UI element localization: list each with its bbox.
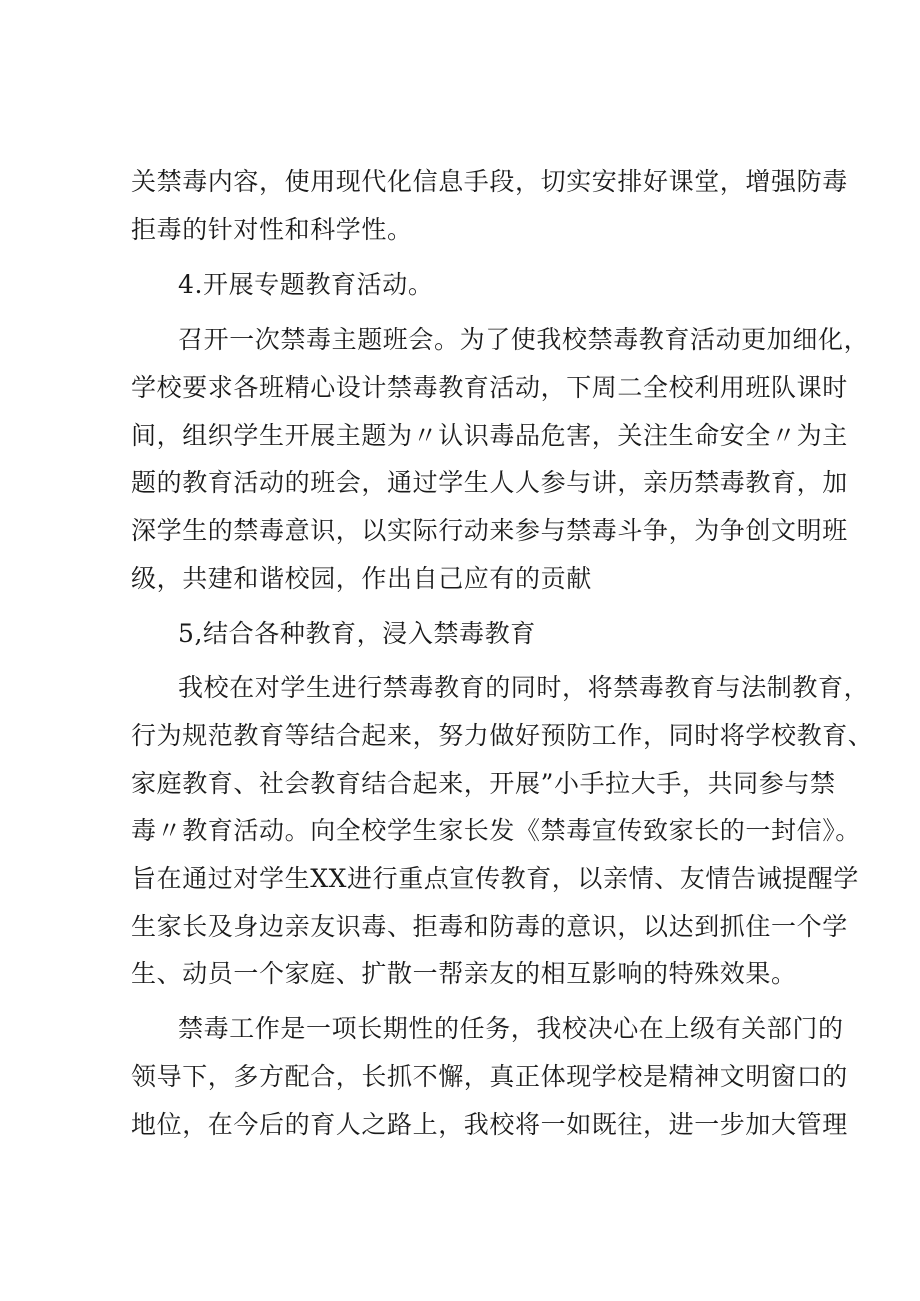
section-heading: 4.开展专题教育活动。 (178, 270, 434, 299)
text-line: 地位，在今后的育人之路上，我校将一如既往，进一步加大管理 (131, 1110, 848, 1139)
text-line: 领导下，多方配合，长抓不懈，真正体现学校是精神文明窗口的 (131, 1062, 848, 1091)
text-line: 毒〃教育活动。向全校学生家长发《禁毒宣传致家长的一封信》。 (131, 816, 861, 845)
text-line: 生、动员一个家庭、扩散一帮亲友的相互影响的特殊效果。 (131, 959, 797, 988)
text-line: 生家长及身边亲友识毒、拒毒和防毒的意识，以达到抓住一个学 (131, 912, 848, 941)
text-line: 旨在通过对学生XX进行重点宣传教育，以亲情、友情告诫提醒学 (131, 864, 859, 893)
text-line: 家庭教育、社会教育结合起来，开展”小手拉大手，共同参与禁 (131, 769, 836, 798)
text-line: 间，组织学生开展主题为〃认识毒品危害，关注生命安全〃为主 (131, 421, 848, 450)
text-line: 召开一次禁毒主题班会。为了使我校禁毒教育活动更加细化， (178, 325, 870, 354)
text-line: 禁毒工作是一项长期性的任务，我校决心在上级有关部门的 (178, 1014, 844, 1043)
text-line: 拒毒的针对性和科学性。 (131, 215, 413, 244)
section-heading: 5,结合各种教育，浸入禁毒教育 (178, 619, 536, 648)
text-line: 行为规范教育等结合起来，努力做好预防工作，同时将学校教育、 (131, 721, 874, 750)
text-line: 学校要求各班精心设计禁毒教育活动，下周二全校利用班队课时 (131, 373, 848, 402)
text-line: 关禁毒内容，使用现代化信息手段，切实安排好课堂，增强防毒 (131, 167, 848, 196)
text-line: 级，共建和谐校园，作出自己应有的贡献 (131, 564, 592, 593)
text-line: 深学生的禁毒意识，以实际行动来参与禁毒斗争，为争创文明班 (131, 516, 848, 545)
text-line: 我校在对学生进行禁毒教育的同时，将禁毒教育与法制教育， (178, 673, 870, 702)
text-line: 题的教育活动的班会，通过学生人人参与讲，亲历禁毒教育，加 (131, 468, 848, 497)
